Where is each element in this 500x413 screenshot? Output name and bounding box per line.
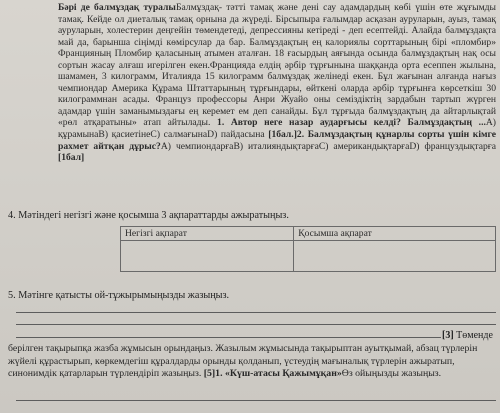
question-2-mark: [1бал] [58, 152, 85, 164]
task-4-prompt: 4. Мәтіндегі негізгі және қосымша 3 ақпараттарды ажыратыңыз. [8, 210, 289, 221]
writing-task-mark: [5] [203, 368, 216, 380]
writing-task-topic: 1. «Күш-атасы Қажымұқан» [215, 368, 342, 380]
writing-task-closing: Өз ойыңызды жазыңыз. [341, 368, 442, 380]
passage-body: Балмұздақ- тәтті тамақ және дені сау адамдардың көбі үшін өте жұғымды тамақ. Кейде ол диеталық тамақ орнына да жүреді. Бірсыпыра ғалымдар асқазан ауруларын, ауыз, тамақ ауруларын, холестерин деңгейін төмендетеді, депрессияны кетіреді - деп есептейді. Алайда балмұздақта май да, барынша сіңімді көмірсулар да бар. Балмұздақтың ең калориялы сорттарының бірі «пломбир» Францияның Пломбир қаласының атымен аталған. 18 ғасырдың аяғында осында балмұздақтың нақ осы сортын жасау алғаш игерілген екен.Францияда елдің әрбір тұрғынына шаққанда орта есеппен жылына, шамамен, 3 килограмм, Италияда 15 килограмм балмұздақ желінеді екен. Бұл жағынан алғанда нағыз чемпиондар Америка Құрама Штаттарының тұрғындары, өйткені оларда әрбір тұрғынға көрсеткіш 30 килограммнан асады. Француз профессоры Анри Жуайо оны семіздіктің зардабын тартып жүрген адамдар үшін заманымыздағы ең керемет ем деп санайды. Бұл тұрғыда балмұздақтың да айтарлықтай «рөл атқаратыны» атап айтылады. [58, 2, 497, 129]
task-6-start: Төменде [456, 330, 493, 341]
question-1-options: А) құрамынаВ) қасиетінеС) салмағынаD) пайдасына [58, 117, 496, 141]
passage-title: Бәрі де балмұздақ туралы [58, 2, 176, 13]
answer-line-4[interactable] [16, 400, 496, 401]
question-1: 1. Автор неге назар аударғысы келді? Балмұздақтың ... [217, 117, 486, 129]
question-2-options: А) чемпиондарғаВ) италияндықтарғаС) американдықтарғаD) француздықтарға [160, 140, 496, 152]
writing-task [8, 343, 500, 381]
header-extra-info: Қосымша ақпарат [294, 227, 496, 241]
task-5-mark [442, 330, 500, 341]
answer-line-1[interactable] [16, 312, 496, 313]
cell-main-info[interactable] [121, 241, 294, 272]
question-2: 2. Балмұздақтың құнарлы сорты үшін кімге рахмет айтқан дұрыс? [58, 129, 497, 152]
info-comparison-table [120, 226, 496, 272]
task-5-score: [3] [442, 330, 454, 341]
reading-passage [58, 2, 496, 164]
answer-line-2[interactable] [16, 324, 496, 325]
question-1-mark: [1бал.] [268, 129, 297, 141]
task-5-prompt: 5. Мәтінге қатысты ой-тұжырымыңызды жазыңыз. [8, 290, 230, 301]
cell-extra-info[interactable] [294, 241, 496, 272]
header-main-info: Негізгі ақпарат [121, 227, 294, 241]
writing-task-instructions: берілген тақырыпқа жазба жұмысын орындаңыз. Жазылым жұмысында тақырыптан ауытқымай, абзац түрлерін жүйелі құрастырып, көркемдегіш құралдарды орынды қолданып, үстеудің мағыналық түрлерін ажыратып, синонимдік қатарларын түрлендіріп жазыңыз. [8, 343, 478, 380]
answer-line-3[interactable] [16, 337, 441, 338]
